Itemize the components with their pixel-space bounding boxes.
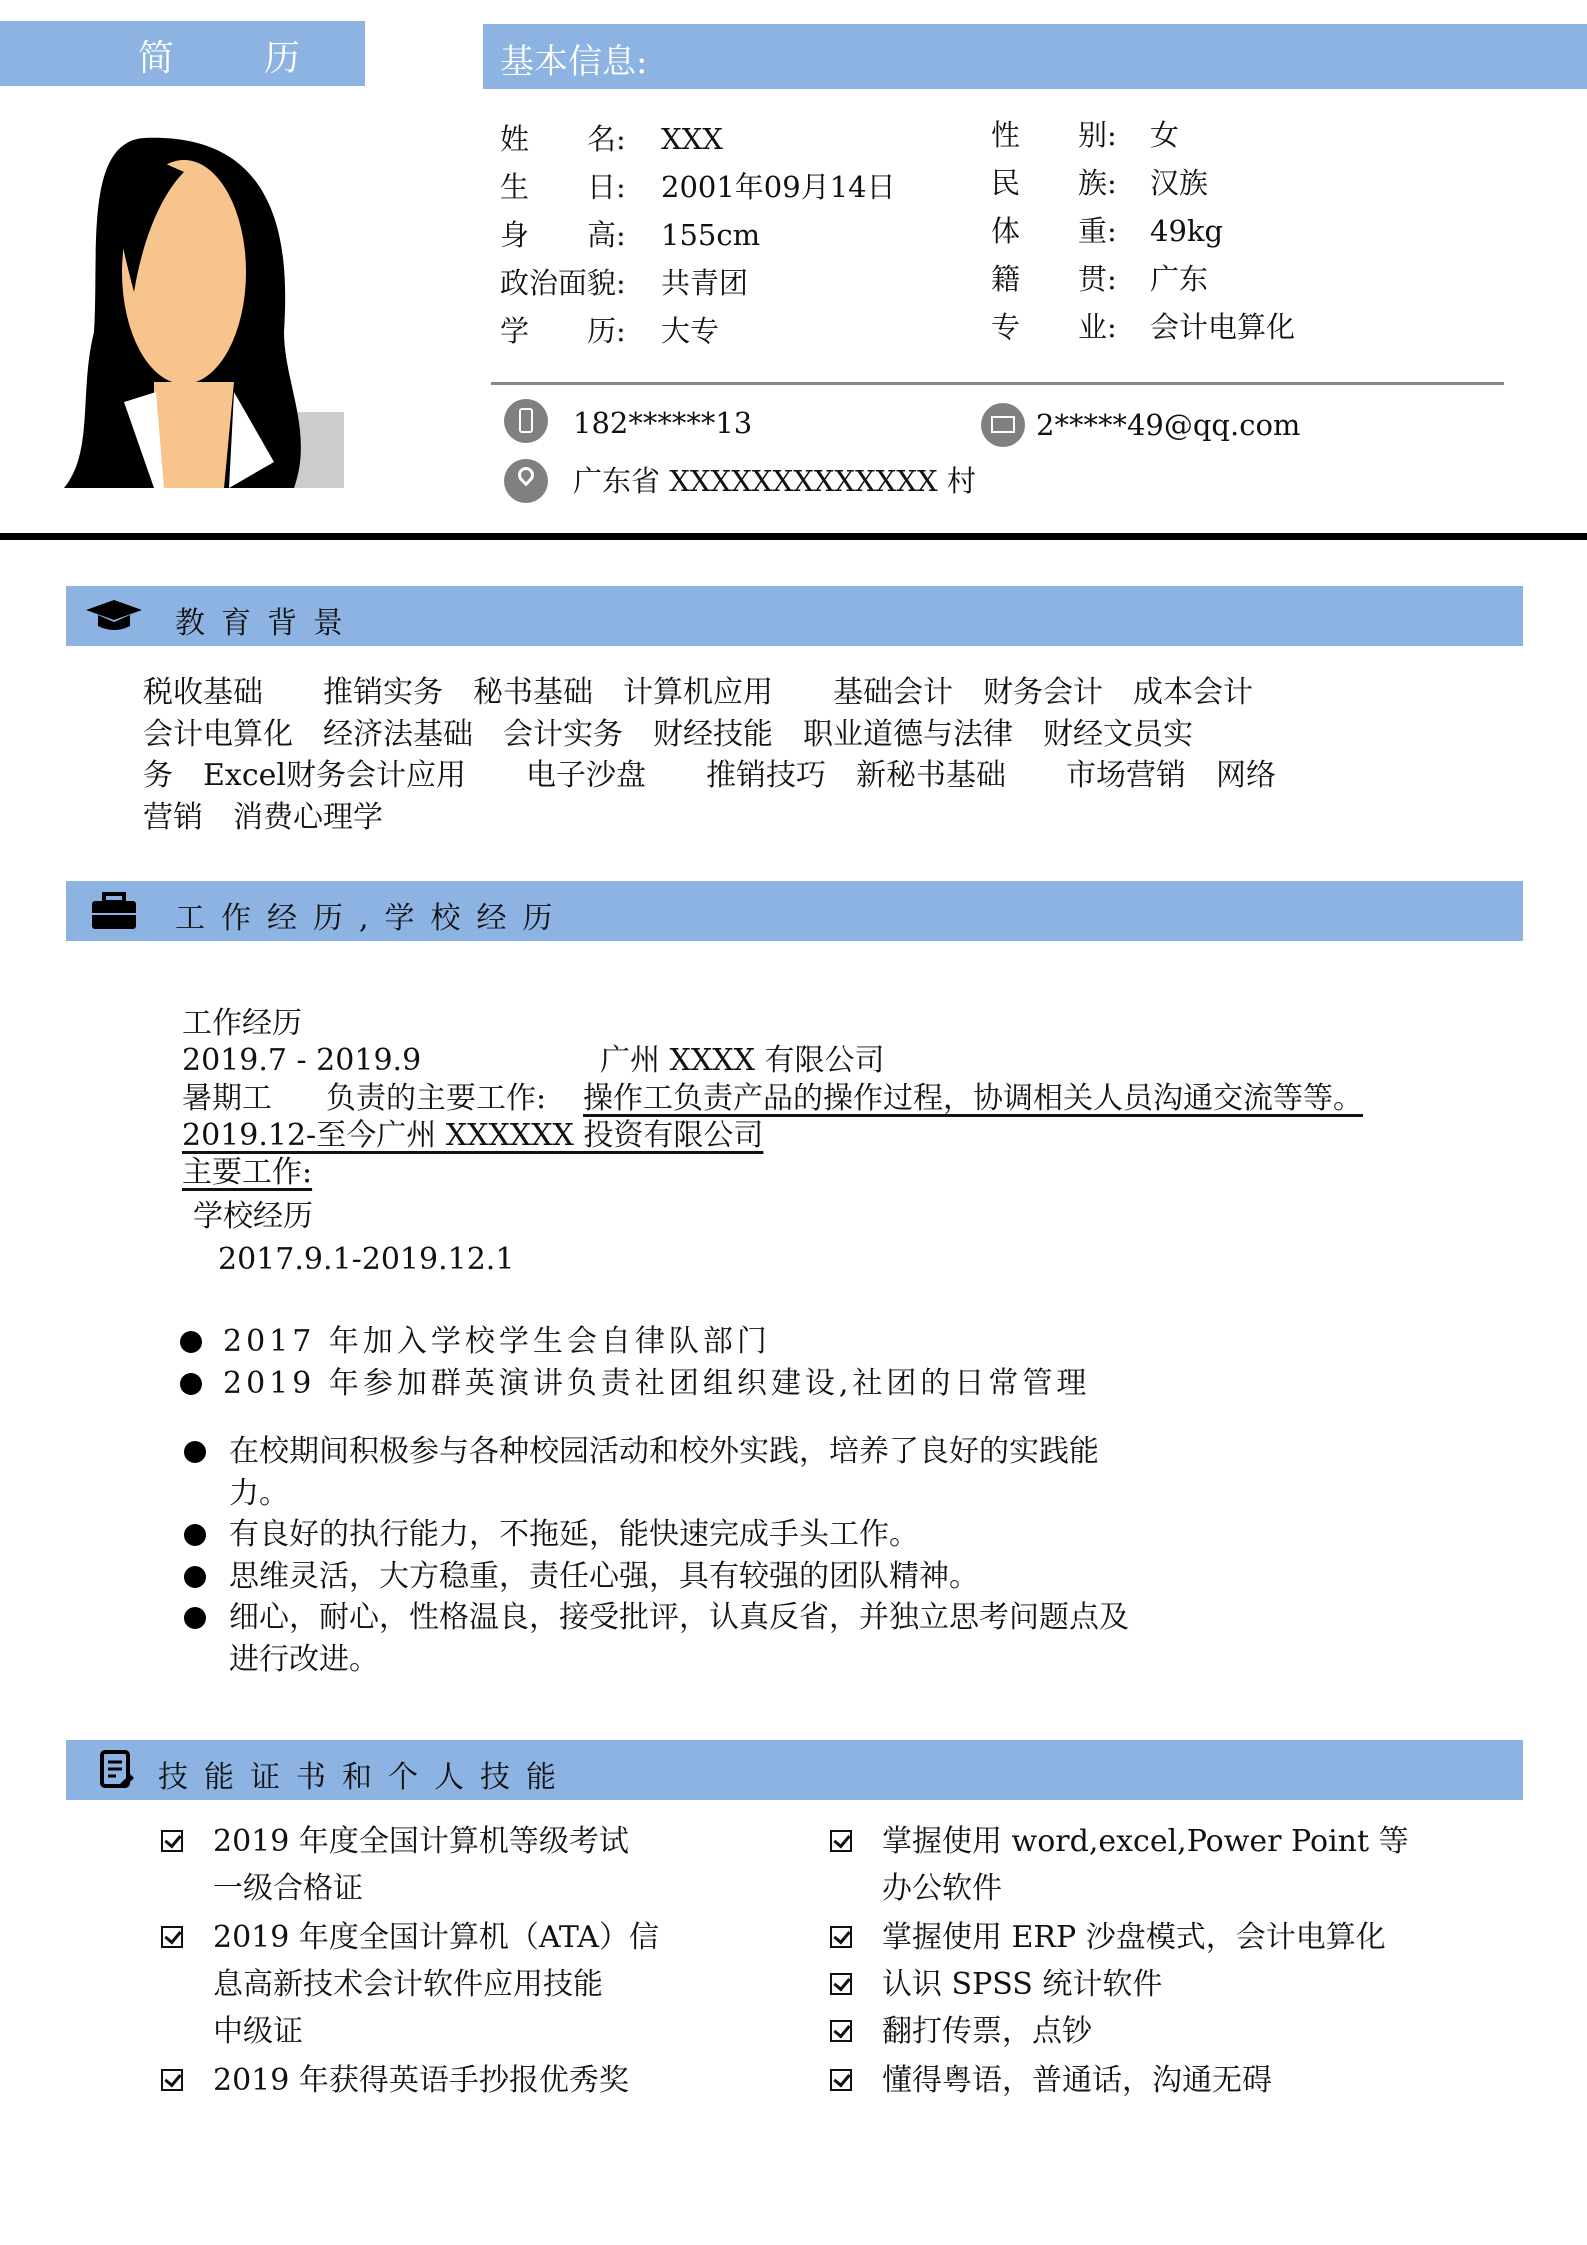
- skill-line: 掌握使用 ERP 沙盘模式，会计电算化: [882, 1920, 1386, 1955]
- skill-line: 2019 年获得英语手抄报优秀奖: [213, 2063, 629, 2098]
- checkbox-icon: [161, 1926, 183, 1948]
- education-header: [66, 586, 1523, 646]
- job1-desc: 操作工负责产品的操作过程，协调相关人员沟通交流等等。: [583, 1081, 1363, 1116]
- info-value: 49kg: [1150, 214, 1224, 248]
- info-label: 生 日:: [500, 170, 626, 204]
- info-label: 身 高:: [500, 218, 626, 252]
- info-label: 体 重:: [991, 214, 1117, 248]
- skill-line: 翻打传票，点钞: [882, 2014, 1092, 2049]
- course-line: 会计电算化 经济法基础 会计实务 财经技能 职业道德与法律 财经文员实: [143, 717, 1193, 752]
- job2: 2019.12-至今广州 XXXXXX 投资有限公司: [182, 1118, 764, 1153]
- skill-line: 一级合格证: [213, 1871, 363, 1906]
- checkbox-icon: [830, 1926, 852, 1948]
- experience-header: [66, 881, 1523, 941]
- school-dates: 2017.9.1-2019.12.1: [218, 1242, 515, 1277]
- info-value: 大专: [661, 314, 720, 348]
- bullet-icon: [184, 1566, 206, 1588]
- bullet-icon: [180, 1373, 202, 1395]
- info-value: 女: [1150, 118, 1180, 152]
- info-label: 民 族:: [991, 166, 1117, 200]
- school-item: 2019 年参加群英演讲负责社团组织建设,社团的日常管理: [223, 1366, 1091, 1401]
- info-value: XXX: [661, 122, 723, 156]
- skill-line: 懂得粤语，普通话，沟通无碍: [882, 2063, 1272, 2098]
- course-line: 务 Excel财务会计应用 电子沙盘 推销技巧 新秘书基础 市场营销 网络: [143, 758, 1276, 793]
- bullet-icon: [184, 1524, 206, 1546]
- profile-photo: [64, 132, 349, 490]
- checkbox-icon: [830, 1830, 852, 1852]
- info-value: 广东: [1150, 262, 1209, 296]
- info-value: 共青团: [661, 266, 749, 300]
- school-item: 2017 年加入学校学生会自律队部门: [223, 1324, 771, 1359]
- trait-line: 思维灵活，大方稳重，责任心强，具有较强的团队精神。: [229, 1559, 979, 1594]
- job2-duty: 主要工作:: [182, 1155, 313, 1190]
- address: 广东省 XXXXXXXXXXXXX 村: [573, 464, 976, 498]
- trait-line: 在校期间积极参与各种校园活动和校外实践，培养了良好的实践能: [229, 1434, 1099, 1469]
- job1-role: 暑期工: [182, 1081, 272, 1116]
- location-pin-icon: [504, 459, 548, 503]
- course-line: 营销 消费心理学: [143, 800, 383, 835]
- skills-header: [66, 1740, 1523, 1800]
- trait-line: 力。: [229, 1476, 289, 1511]
- resume-title: 简 历: [138, 38, 307, 79]
- info-label: 专 业:: [991, 310, 1117, 344]
- header-divider-bar: [0, 533, 1587, 540]
- education-title: 教育背景: [175, 606, 359, 641]
- info-divider: [491, 382, 1504, 385]
- skill-line: 2019 年度全国计算机等级考试: [213, 1824, 629, 1859]
- job1-company: 广州 XXXX 有限公司: [600, 1043, 885, 1078]
- certificate-list-icon: [84, 1750, 144, 1790]
- briefcase-icon: [84, 891, 144, 931]
- skill-line: 认识 SPSS 统计软件: [882, 1967, 1163, 2002]
- skills-title: 技能证书和个人技能: [158, 1760, 572, 1795]
- experience-title: 工作经历,学校经历: [175, 901, 569, 936]
- info-value: 汉族: [1150, 166, 1209, 200]
- basic-info-title: 基本信息:: [500, 42, 648, 82]
- course-line: 税收基础 推销实务 秘书基础 计算机应用 基础会计 财务会计 成本会计: [143, 675, 1253, 710]
- skill-line: 掌握使用 word,excel,Power Point 等: [882, 1824, 1409, 1859]
- trait-line: 进行改进。: [229, 1642, 379, 1677]
- email-address: 2*****49@qq.com: [1036, 408, 1301, 442]
- info-value: 155cm: [661, 218, 761, 252]
- bullet-icon: [184, 1607, 206, 1629]
- basic-info-bar: [483, 24, 1587, 89]
- info-value: 会计电算化: [1150, 310, 1296, 344]
- trait-line: 有良好的执行能力，不拖延，能快速完成手头工作。: [229, 1517, 919, 1552]
- checkbox-icon: [830, 2020, 852, 2042]
- info-label: 政治面貌:: [500, 266, 626, 300]
- checkbox-icon: [830, 1973, 852, 1995]
- job1-desc-label: 负责的主要工作:: [326, 1081, 547, 1116]
- school-heading: 学校经历: [193, 1199, 313, 1234]
- trait-line: 细心，耐心，性格温良，接受批评，认真反省，并独立思考问题点及: [229, 1600, 1129, 1635]
- job1-dates: 2019.7 - 2019.9: [182, 1043, 422, 1078]
- skill-line: 息高新技术会计软件应用技能: [213, 1967, 603, 2002]
- checkbox-icon: [161, 1830, 183, 1852]
- checkbox-icon: [830, 2069, 852, 2091]
- info-label: 籍 贯:: [991, 262, 1117, 296]
- phone-icon: [504, 399, 548, 443]
- phone-number: 182******13: [573, 406, 753, 440]
- info-label: 姓 名:: [500, 122, 626, 156]
- info-label: 学 历:: [500, 314, 626, 348]
- bullet-icon: [184, 1441, 206, 1463]
- checkbox-icon: [161, 2069, 183, 2091]
- skill-line: 2019 年度全国计算机（ATA）信: [213, 1920, 659, 1955]
- work-heading: 工作经历: [182, 1006, 302, 1041]
- skill-line: 办公软件: [882, 1871, 1002, 1906]
- email-icon: [981, 403, 1025, 447]
- skill-line: 中级证: [213, 2014, 303, 2049]
- bullet-icon: [180, 1331, 202, 1353]
- info-label: 性 别:: [991, 118, 1117, 152]
- graduation-cap-icon: [84, 596, 144, 636]
- info-value: 2001年09月14日: [661, 170, 896, 204]
